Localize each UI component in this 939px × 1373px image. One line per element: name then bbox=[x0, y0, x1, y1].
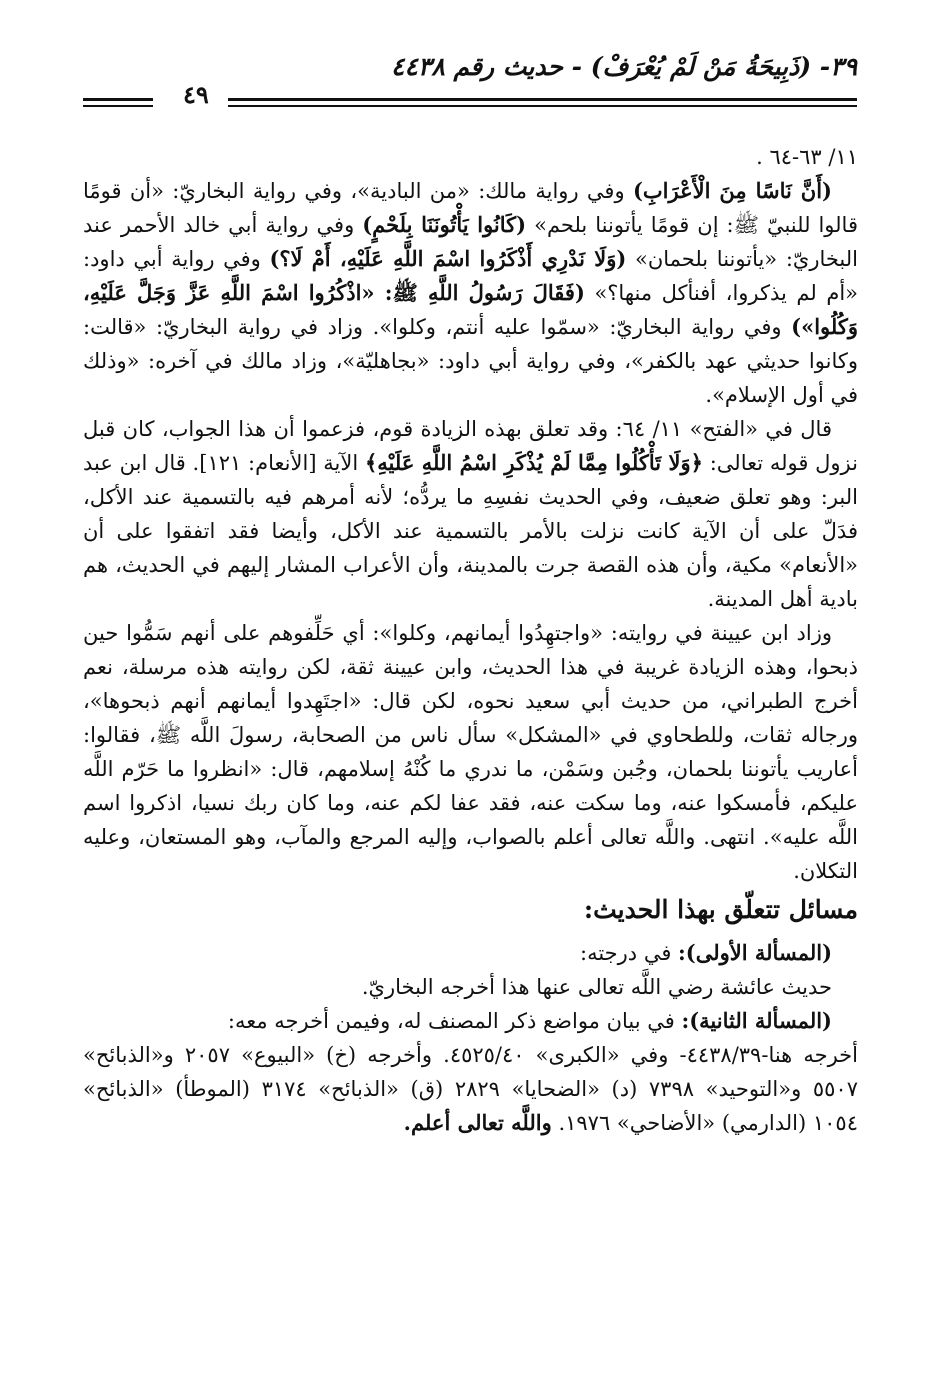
issue-topic: في بيان مواضع ذكر المصنف له، وفيمن أخرجه معه: bbox=[227, 1009, 682, 1033]
commentary-text: وفي رواية مالك: «من البادية»، وفي رواية البخاريّ: «أن قومًا قالوا للنبيّ ﷺ: إن قومًا يأتوننا بلحم» bbox=[83, 179, 858, 237]
paragraph bbox=[83, 174, 858, 412]
paragraph: حديث عائشة رضي اللَّه تعالى عنها هذا أخرجه البخاريّ. bbox=[361, 975, 832, 999]
header-rule bbox=[83, 98, 153, 101]
header-rule bbox=[228, 98, 857, 101]
takhrij-text: أخرجه هنا-٤٤٣٨/٣٩- وفي «الكبرى» ٤٥٢٥/٤٠. وأخرجه (خ) «البيوع» ٢٠٥٧ و«الذبائح» ٥٥٠٧ و«التوحيد» ٧٣٩٨ (د) «الضحايا» ٢٨٢٩ (ق) «الذبائح» ٣١٧٤ (الموطأ) «الذبائح» ١٠٥٤ (الدارمي) «الأضاحي» ١٩٧٦. bbox=[83, 1043, 858, 1135]
issue-label: (المسألة الأولى): bbox=[678, 940, 832, 965]
commentary-text: قال في «الفتح» ١١/ ٦٤: وقد تعلق بهذه الزيادة قوم، فزعموا أن هذا الجواب، كان قبل نزول قوله تعالى: bbox=[83, 417, 858, 475]
issue-topic: في درجته: bbox=[580, 941, 679, 965]
commentary-text: وفي رواية أبي خالد الأحمر عند البخاريّ: «يأتوننا بلحمان» bbox=[83, 213, 858, 271]
hadith-text: (وَلَا نَدْرِي أَذْكَرُوا اسْمَ اللَّهِ عَلَيْهِ، أَمْ لَا؟) bbox=[269, 246, 627, 271]
paragraph: وزاد ابن عيينة في روايته: «واجتهِدُوا أيمانهم، وكلوا»: أي حَلِّفوهم على أنهم سَمُّوا حين ذبحوا، وهذه الزيادة غريبة في هذا الحديث، وابن عيينة ثقة، لكن روايته هذه مرسلة، نعم أخرج الطبراني، من حديث أبي سعيد نحوه، لكن قال: «اجتَهِدوا أيمانهم أنهم ذبحوها»، ورجاله ثقات، وللطحاوي في «المشكل» سأل ناس من الصحابة، رسولَ اللَّه ﷺ، فقالوا: أعاريب يأتوننا بلحمان، وجُبن وسَمْن، ما ندري ما كُنْهُ إسلامهم، قال: «انظروا ما حَرّم اللَّه عليكم، فأمسكوا عنه، وما سكت عنه، فقد عفا لكم عنه، وما كان ربك نسيا، اذكروا اسم اللَّه عليه». انتهى. واللَّه تعالى أعلم بالصواب، وإليه المرجع والمآب، وهو المستعان، وعليه التكلان. bbox=[83, 621, 858, 883]
running-header bbox=[83, 52, 857, 118]
text-line: ١١/ ٦٣-٦٤ . bbox=[756, 145, 858, 169]
paragraph bbox=[83, 412, 858, 616]
issue-title bbox=[83, 1004, 858, 1038]
issue-title bbox=[83, 936, 858, 970]
header-rule bbox=[83, 105, 153, 107]
paragraph bbox=[83, 1038, 858, 1140]
commentary-text: وفي رواية البخاريّ: «سمّوا عليه أنتم، وكلوا». وزاد في رواية البخاريّ: «قالت: وكانوا حديثي عهد بالكفر»، وفي رواية أبي داود: «بجاهليّة»، وزاد مالك في آخره: «وذلك في أول الإسلام». bbox=[83, 315, 858, 407]
hadith-text: (فَقَالَ رَسُولُ اللَّهِ ﷺ: «اذْكُرُوا اسْمَ اللَّهِ عَزَّ وَجَلَّ عَلَيْهِ، وَكُلُوا») bbox=[83, 280, 858, 339]
header-rule bbox=[228, 105, 857, 107]
commentary-text: وفي رواية أبي داود: «أم لم يذكروا، أفنأكل منها؟» bbox=[83, 247, 859, 305]
commentary-text: الآية [الأنعام: ١٢١]. قال ابن عبد البر: وهو تعلق ضعيف، وفي الحديث نفسِهِ ما يردُّه؛ لأنه أمرهم فيه بالتسمية عند الأكل، فدَلّ على أن الآية كانت نزلت بالأمر بالتسمية عند الأكل، وأيضا فقد اتفقوا على أن «الأنعام» مكية، وأن هذه القصة جرت بالمدينة، وأن الأعراب المشار إليهم في الحديث، هم بادية أهل المدينة. bbox=[83, 451, 858, 611]
hadith-text: (كَانُوا يَأْتُونَنَا بِلَحْمٍ) bbox=[362, 212, 527, 237]
page-number: ٤٩ bbox=[183, 80, 209, 109]
hadith-text: (أَنَّ نَاسًا مِنَ الْأَعْرَابِ) bbox=[632, 178, 832, 203]
chapter-title: ٣٩- (ذَبِيحَةُ مَنْ لَمْ يُعْرَفْ) - حديث رقم ٤٤٣٨ bbox=[391, 52, 857, 81]
quran-verse: ﴿وَلَا تَأْكُلُوا مِمَّا لَمْ يُذْكَرِ اسْمُ اللَّهِ عَلَيْهِ﴾ bbox=[364, 450, 703, 475]
page-body bbox=[83, 140, 858, 1140]
section-heading: مسائل تتعلّق بهذا الحديث: bbox=[583, 895, 858, 924]
closing-phrase: واللَّه تعالى أعلم. bbox=[403, 1110, 552, 1135]
issue-label: (المسألة الثانية): bbox=[681, 1008, 832, 1033]
